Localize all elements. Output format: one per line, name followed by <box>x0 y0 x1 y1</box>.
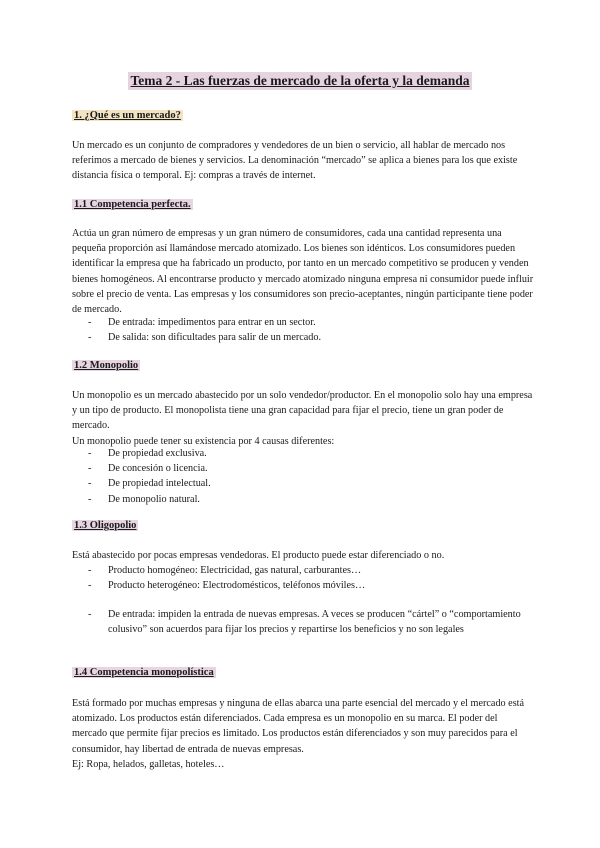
section-heading-text: 1.3 Oligopolio <box>74 520 137 531</box>
paragraph: Actúa un gran número de empresas y un gran número de consumidores, cada una cantidad representa una pequeña proporción así llamándose mercado atomizado. Los bienes son idénticos. Los consumidores pueden identificar la empresa que ha fabricado un producto, por tanto en un mercado competitivo se producen y venden bienes homogéneos. Al encontrarse producto y mercado atomizado ninguna empresa ni consumidor puede influir sobre el precio de venta. Las empresas y los consumidores son precio-aceptantes, ningún participante tiene poder de mercado. <box>72 228 534 316</box>
paragraph: Un mercado es un conjunto de compradores y vendedores de un bien o servicio, all hablar de mercado nos referimos a mercado de bienes y servicios. La denominación “mercado” se aplica a bienes para los que existe distancia física o temporal. Ej: compras a través de internet. <box>72 140 518 182</box>
list-item: - De salida: son dificultades para salir de un mercado. <box>88 330 528 345</box>
paragraph: Está formado por muchas empresas y ninguna de ellas abarca una parte esencial del mercado y el mercado está atomizado. Los productos están diferenciados. Cada empresa es un monopolio en su marca. El poder del mercado que permite fijar precios es limitado. Los productos están diferenciados y son muy parecidos para el consumidor, hay libertad de entrada de nuevas empresas. <box>72 698 525 755</box>
list-item: - Producto homogéneo: Electricidad, gas natural, carburantes… <box>88 563 528 578</box>
list-item: - De concesión o licencia. <box>88 461 528 476</box>
section-1-1-list <box>88 315 528 345</box>
document-title: Tema 2 - Las fuerzas de mercado de la oferta y la demanda <box>128 72 473 90</box>
title-container <box>0 72 600 90</box>
section-heading-text: 1. ¿Qué es un mercado? <box>74 110 181 121</box>
section-1-2-body <box>72 388 534 449</box>
section-heading-text: 1.2 Monopolio <box>74 360 139 371</box>
section-heading-1-2 <box>72 360 140 371</box>
section-1-2-list <box>88 446 528 507</box>
list-item: - De entrada: impedimentos para entrar en un sector. <box>88 315 528 330</box>
paragraph: Está abastecido por pocas empresas vendedoras. El producto puede estar diferenciado o no. <box>72 550 445 561</box>
section-1-3-list-2 <box>88 607 528 637</box>
section-heading-1-1 <box>72 199 193 210</box>
section-1-1-body <box>72 226 534 317</box>
section-1-4-body <box>72 696 534 772</box>
paragraph: Un monopolio puede tener su existencia por 4 causas diferentes: <box>72 435 335 447</box>
list-item: - De monopolio natural. <box>88 492 528 507</box>
list-item: - Producto heterogéneo: Electrodomésticos, teléfonos móviles… <box>88 578 528 593</box>
section-1-body <box>72 138 534 184</box>
paragraph: Un monopolio es un mercado abastecido por un solo vendedor/productor. En el monopolio solo hay una empresa y un tipo de producto. El monopolista tiene una gran capacidad para fijar el precio, tiene un gran poder de mercado. <box>72 390 533 432</box>
section-heading-text: 1.4 Competencia monopolística <box>74 667 214 678</box>
section-1-3-body <box>72 548 534 563</box>
paragraph: Ej: Ropa, helados, galletas, hoteles… <box>72 758 225 770</box>
list-item: - De propiedad intelectual. <box>88 476 528 491</box>
section-heading-1 <box>72 110 183 121</box>
section-1-3-list <box>88 563 528 593</box>
section-heading-1-3 <box>72 520 138 531</box>
section-heading-text: 1.1 Competencia perfecta. <box>74 199 191 210</box>
list-item: - De propiedad exclusiva. <box>88 446 528 461</box>
list-item: - De entrada: impiden la entrada de nuevas empresas. A veces se producen “cártel” o “comportamiento colusivo” son acuerdos para fijar los precios y repartirse los beneficios y no son legales <box>88 607 528 637</box>
section-heading-1-4 <box>72 667 216 678</box>
